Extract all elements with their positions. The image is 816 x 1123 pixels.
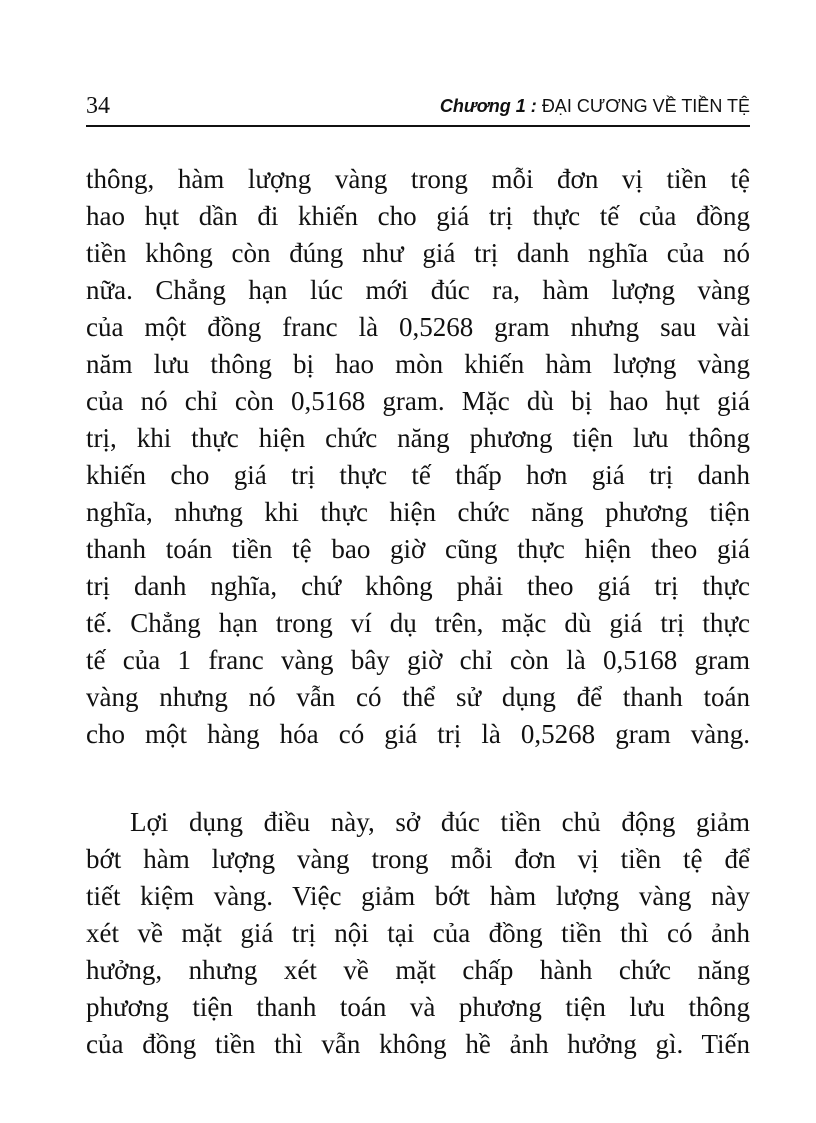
text-line: vàng nhưng nó vẫn có thể sử dụng để thanh toán: [86, 682, 750, 712]
text-line: của một đồng franc là 0,5268 gram nhưng sau vài: [86, 312, 750, 342]
running-head: [440, 94, 750, 118]
page-header: [86, 92, 750, 126]
text-line: của đồng tiền thì vẫn không hề ảnh hưởng gì. Tiến: [86, 1029, 750, 1059]
text-line: tiết kiệm vàng. Việc giảm bớt hàm lượng vàng này: [86, 881, 750, 911]
text-line: bớt hàm lượng vàng trong mỗi đơn vị tiền tệ để: [86, 844, 750, 874]
text-line: thanh toán tiền tệ bao giờ cũng thực hiện theo giá: [86, 534, 750, 564]
chapter-label: Chương 1 :: [439, 96, 537, 116]
header-rule: [86, 125, 750, 127]
text-line: của nó chỉ còn 0,5168 gram. Mặc dù bị hao hụt giá: [86, 386, 750, 416]
text-line: tế. Chẳng hạn trong ví dụ trên, mặc dù giá trị thực: [86, 608, 750, 638]
paragraph-2: [86, 804, 750, 1063]
paragraph-1: [86, 161, 750, 753]
text-line: xét về mặt giá trị nội tại của đồng tiền thì có ảnh: [86, 918, 750, 948]
page-number: 34: [86, 93, 110, 119]
text-line: năm lưu thông bị hao mòn khiến hàm lượng vàng: [86, 349, 750, 379]
text-line: cho một hàng hóa có giá trị là 0,5268 gram vàng.: [86, 719, 750, 749]
text-line: tế của 1 franc vàng bây giờ chỉ còn là 0,5168 gram: [86, 645, 750, 675]
text-line: nghĩa, nhưng khi thực hiện chức năng phương tiện: [86, 497, 750, 527]
text-line: thông, hàm lượng vàng trong mỗi đơn vị tiền tệ: [86, 164, 750, 194]
text-line: trị, khi thực hiện chức năng phương tiện lưu thông: [86, 423, 750, 453]
chapter-title: ĐẠI CƯƠNG VỀ TIỀN TỆ: [541, 96, 750, 116]
text-line: hao hụt dần đi khiến cho giá trị thực tế của đồng: [86, 201, 750, 231]
text-line: Lợi dụng điều này, sở đúc tiền chủ động giảm: [130, 807, 750, 837]
text-line: nữa. Chẳng hạn lúc mới đúc ra, hàm lượng vàng: [86, 275, 750, 305]
text-line: tiền không còn đúng như giá trị danh nghĩa của nó: [86, 238, 750, 268]
text-line: phương tiện thanh toán và phương tiện lưu thông: [86, 992, 750, 1022]
text-line: khiến cho giá trị thực tế thấp hơn giá trị danh: [86, 460, 750, 490]
text-line: trị danh nghĩa, chứ không phải theo giá trị thực: [86, 571, 750, 601]
text-line: hưởng, nhưng xét về mặt chấp hành chức năng: [86, 955, 750, 985]
